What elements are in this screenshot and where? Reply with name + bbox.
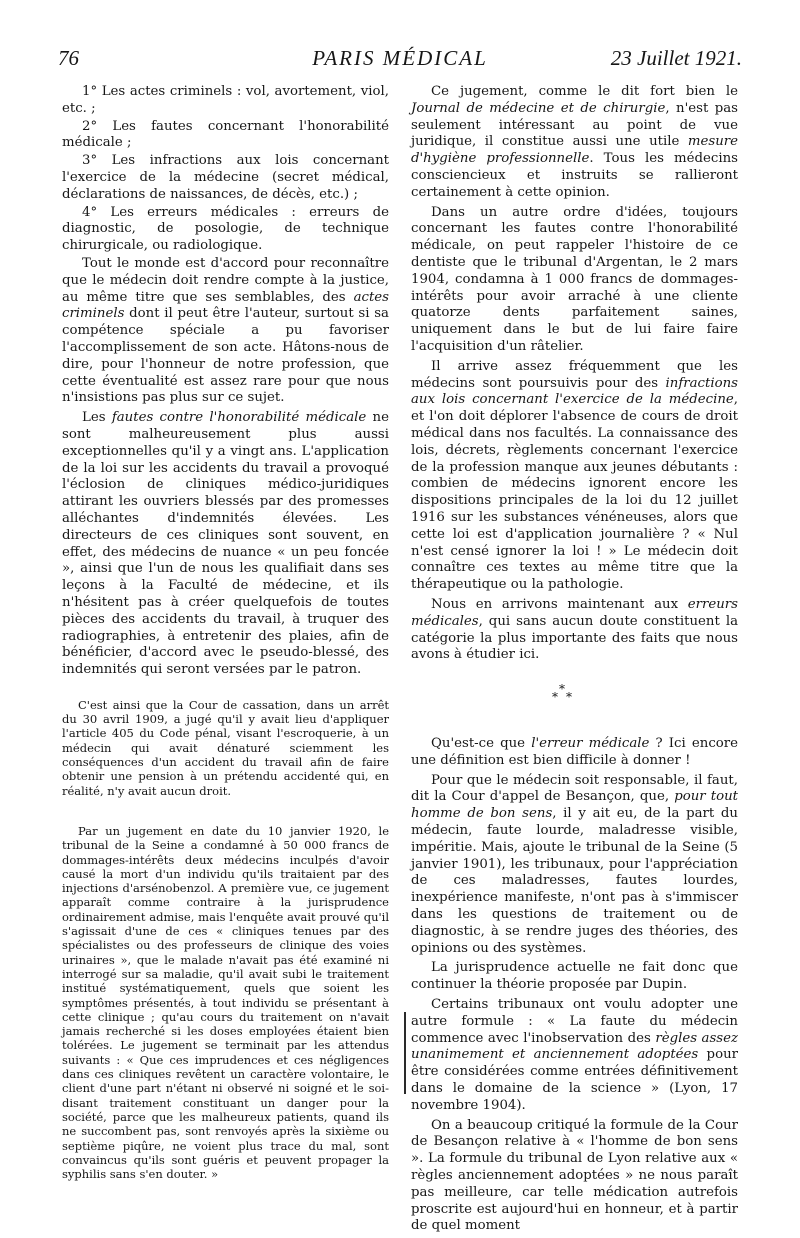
journal-title: PARIS MÉDICAL — [312, 46, 488, 70]
paragraph-medical-errors: Nous en arrivons maintenant aux erreurs médicales, qui sans aucun doute constituent la catégorie la plus importante des faits que nous avons à étudier ici. — [411, 596, 738, 663]
left-column — [62, 84, 389, 1181]
paragraph-critique: On a beaucoup critiqué la formule de la Cour de Besançon relative à « l'homme de bon sens ». La formule du tribunal de Lyon relative aux « règles anciennement adoptées » ne nous paraît pas meilleure, car telle médication autrefois proscrite est aujourd'hui en honneur, et à partir de quel moment — [411, 1117, 738, 1234]
paragraph-law-infractions: Il arrive assez fréquemment que les médecins sont poursuivis pour des infractions aux lois concernant l'exercice de la médecine, et l'on doit déplorer l'absence de cours de droit médical dans nos facultés. La connaissance des lois, décrets, règlements concernant l'exercice de la profession manque aux jeunes débutants : combien de médecins ignorent encore les dispositions principales de la loi du 12 juillet 1916 sur les substances vénéneuses, alors que cette loi est d'application journalière ? « Nul n'est censé ignorer la loi ! » Le médecin doit connaître ces textes au même titre que la thérapeutique ou la pathologie. — [411, 358, 738, 593]
paragraph-criminal-acts: Tout le monde est d'accord pour reconnaître que le médecin doit rendre compte à la justice, au même titre que ses semblables, des actes criminels dont il peut être l'auteur, surtout si sa compétence spéciale a pu favoriser l'accomplissement de son acte. Hâtons-nous de dire, pour l'honneur de notre profession, que cette éventualité est assez rare pour que nous n'insistions pas plus sur ce sujet. — [62, 255, 389, 406]
paragraph-besancon: Pour que le médecin soit responsable, il faut, dit la Cour d'appel de Besançon, que, pour tout homme de bon sens, il y ait eu, de la part du médecin, faute lourde, maladresse visible, impéritie. Mais, ajoute le tribunal de la Seine (5 janvier 1901), les tribunaux, pour l'appréciation de ces maladresses, fautes lourdes, inexpérience manifeste, n'ont pas à s'immiscer dans les questions de traitement ou de diagnostic, à se rendre juges des théories, des opinions ou des systèmes. — [411, 772, 738, 956]
paragraph-jurisprudence: La jurisprudence actuelle ne fait donc que continuer la théorie proposée par Dupin. — [411, 960, 738, 993]
page-number: 76 — [58, 46, 79, 70]
paragraph-dentist: Dans un autre ordre d'idées, toujours concernant les fautes contre l'honorabilité médicale, on peut rappeler l'histoire de ce dentiste que le tribunal d'Argentan, le 2 mars 1904, condamna à 1 000 francs de dommages-intérêts pour avoir arraché à une cliente quatorze dents parfaitement saines, uniquement dans le but de lui faire faire l'acquisition d'un râtelier. — [411, 204, 738, 354]
list-item: 1° Les actes criminels : vol, avortement, viol, etc. ; — [62, 84, 389, 116]
note-cassation: C'est ainsi que la Cour de cassation, dans un arrêt du 30 avril 1909, a jugé qu'il y avait lieu d'appliquer l'article 405 du Code pénal, visant l'escroquerie, à un médecin qui avait dénaturé sciemment les conséquences d'un accident du travail afin de faire obtenir une pension à un prétendu accidenté qui, en réalité, n'y avait aucun droit. — [62, 697, 389, 798]
asterism-separator: * * * — [552, 682, 572, 705]
paragraph-lyon-formula: Certains tribunaux ont voulu adopter une autre formule : « La faute du médecin commence avec l'inobservation des règles assez unanimement et anciennement adoptées pour être considérées comme entrées définitivement dans le domaine de la science » (Lyon, 17 novembre 1904). — [411, 997, 738, 1113]
issue-date: 23 Juillet 1921. — [610, 46, 742, 70]
list-item: 2° Les fautes concernant l'honorabilité médicale ; — [62, 118, 389, 151]
right-column — [411, 84, 738, 1238]
paragraph-judgment-comment: Ce jugement, comme le dit fort bien le Journal de médecine et de chirurgie, n'est pas seulement intéressant au point de vue juridique, il constitue aussi une utile mesure d'hygiène professionnelle. Tous les médecins consciencieux et instruits se rallieront certainement à cette opinion. — [411, 84, 738, 200]
list-item: 3° Les infractions aux lois concernant l'exercice de la médecine (secret médical, déclarations de naissances, de décès, etc.) ; — [62, 153, 389, 202]
list-item: 4° Les erreurs médicales : erreurs de diagnostic, de posologie, de technique chirurgicale, ou radiologique. — [62, 204, 389, 254]
running-header — [58, 46, 742, 76]
offence-list — [62, 84, 389, 255]
paragraph-honour-faults: Les fautes contre l'honorabilité médicale ne sont malheureusement plus aussi exceptionnelles qu'il y a vingt ans. L'application de la loi sur les accidents du travail a provoqué l'éclosion de cliniques médico-juridiques attirant les ouvriers blessés par des promesses alléchantes d'indemnités élevées. Les directeurs de ces cliniques sont souvent, en effet, des médecins de nuance « un peu foncée », ainsi que l'un de nous les qualifiait dans ses leçons à la Faculté de médecine, et ils n'hésitent pas à créer quelquefois de toutes pièces des accidents du travail, à truquer des radiographies, à entretenir des plaies, afin de bénéficier, d'accord avec le pseudo-blessé, des indemnités qui seront versées par le patron. — [62, 410, 389, 678]
note-seine-judgment: Par un jugement en date du 10 janvier 1920, le tribunal de la Seine a condamné à 50 000 francs de dommages-intérêts deux médecins inculpés d'avoir causé la mort d'un individu qu'ils traitaient par des injections d'arsénobenzol. A première vue, ce jugement apparaît comme contraire à la jurisprudence ordinairement admise, mais l'enquête avait prouvé qu'il s'agissait d'une de ces « cliniques tenues par des spécialistes ou des professeurs de clinique des voies urinaires », que le malade n'avait pas été examiné ni interrogé sur sa maladie, qu'il avait subi le traitement institué systématiquement, quels que soient les symptômes présentés, à tout individu se présentant à cette clinique ; qu'au cours du traitement on n'avait jamais recherché si les doses employées étaient bien tolérées. Le jugement se terminait par les attendus suivants : « Que ces imprudences et ces négligences dans ces cliniques revêtent un caractère volontaire, le client d'une part n'étant ni observé ni soigné et le soi-disant traitement constituant un danger pour la société, parce que les malheureux patients, quand ils ne succombent pas, sont renvoyés après la sixième ou septième piqûre, ne voient plus trace du mal, sont convaincus qu'ils sont guéris et peuvent propager la syphilis sans s'en douter. » — [62, 823, 389, 1182]
paragraph-definition: Qu'est-ce que l'erreur médicale ? Ici encore une définition est bien difficile à donner ! — [411, 736, 738, 768]
margin-mark — [404, 1012, 406, 1094]
